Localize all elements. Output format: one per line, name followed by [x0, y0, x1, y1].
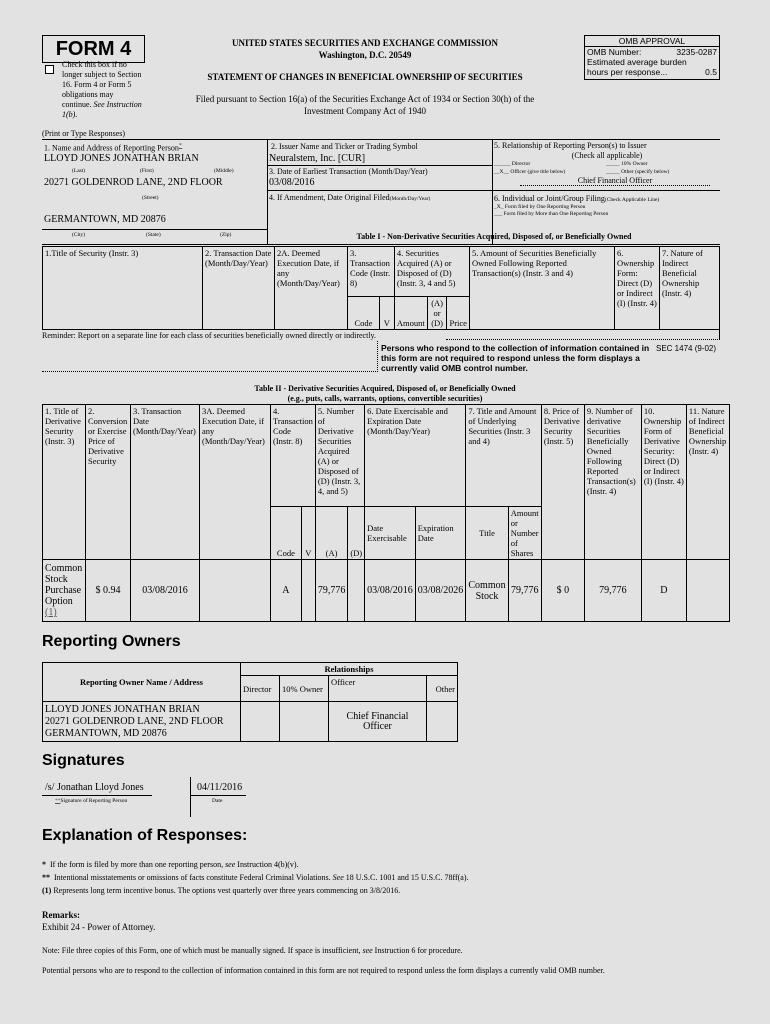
reporting-owners-table [42, 662, 458, 742]
filing-option-one-mark: X [496, 204, 501, 210]
t1-col5: 5. Amount of Securities Beneficially Owned Following Reported Transaction(s) (Instr. 3 and 4) [469, 247, 614, 330]
t2-col6: 6. Date Exercisable and Expiration Date (Month/Day/Year) [365, 405, 466, 507]
t2-col3: 3. Transaction Date (Month/Day/Year) [131, 405, 200, 560]
t2-row-acquired: 79,776 [315, 560, 348, 622]
issuer-name: Neuralstem, Inc. [CUR] [269, 153, 366, 164]
signature-line [42, 795, 152, 796]
t2-col8: 8. Price of Derivative Security (Instr. 5) [541, 405, 584, 560]
t2-col7: 7. Title and Amount of Underlying Securities (Instr. 3 and 4) [466, 405, 542, 507]
t2-d: (D) [348, 507, 365, 560]
t2-row-title: Common Stock [466, 560, 508, 622]
t1-col2: 2. Transaction Date (Month/Day/Year) [203, 247, 275, 330]
omb-title: OMB APPROVAL [585, 36, 719, 47]
omb-hours-row [585, 67, 719, 77]
t2-row-form: D [641, 560, 686, 622]
checkbox-square[interactable] [45, 65, 54, 74]
ro-officer-cell: Chief Financial Officer [329, 702, 427, 742]
note-1 [42, 860, 299, 869]
signature-label-text: Signature of Reporting Person [60, 798, 128, 804]
box6-label [494, 194, 659, 203]
officer-option[interactable]: __X__ Officer (give title below) [494, 169, 566, 175]
omb-burden-label: Estimated average burden [587, 57, 687, 67]
note-2-post: 18 U.S.C. 1001 and 15 U.S.C. 78ff(a). [345, 873, 469, 882]
note-1-post: Instruction 4(b)(v). [237, 860, 299, 869]
filing-option-one[interactable]: _X_ Form filed by One Reporting Person [494, 204, 586, 210]
officer-option-label: Officer (give title below) [510, 169, 566, 175]
t2-date-exercisable: Date Exercisable [365, 507, 416, 560]
statement-title: STATEMENT OF CHANGES IN BENEFICIAL OWNERSHIP OF SECURITIES [207, 72, 523, 82]
filed-pursuant-2: Investment Company Act of 1940 [304, 106, 426, 116]
reporting-person-name: LLOYD JONES JONATHAN BRIAN [44, 153, 199, 164]
last-label: (Last) [72, 168, 86, 174]
ro-col-name: Reporting Owner Name / Address [43, 663, 241, 702]
t2-security [43, 560, 86, 622]
t1-col3: 3. Transaction Code (Instr. 8) [348, 247, 395, 297]
ro-owner [43, 702, 241, 742]
other-option-label: Other (specify below) [621, 169, 670, 175]
checkbox-text: Check this box if no longer subject to Section 16. Form 4 or Form 5 obligations may continue. [62, 60, 142, 109]
ro-other-cell [427, 702, 458, 742]
filing-option-multi-label: Form filed by More than One Reporting Person [503, 211, 609, 217]
t2-col10: 10. Ownership Form of Derivative Security: Direct (D) or Indirect (I) (Instr. 4) [641, 405, 686, 560]
t2-amount: Amount or Number of Shares [508, 507, 541, 560]
t2-col3a: 3A. Deemed Execution Date, if any (Month/Day/Year) [200, 405, 271, 560]
t2-conv-price: $ 0.94 [86, 560, 131, 622]
t2-trans-date: 03/08/2016 [131, 560, 200, 622]
signature-date: 04/11/2016 [197, 782, 243, 793]
reporting-person-city: GERMANTOWN, MD 20876 [44, 214, 166, 225]
t1-aord: (A) or (D) [427, 297, 447, 330]
table2-subtitle: (e.g., puts, calls, warrants, options, convertible securities) [287, 394, 483, 403]
note-2-see: See [332, 873, 344, 882]
no-longer-subject-checkbox[interactable] [45, 61, 54, 79]
t1-col4: 4. Securities Acquired (A) or Disposed of (D) (Instr. 3, 4 and 5) [394, 247, 469, 297]
t2-col5: 5. Number of Derivative Securities Acquired (A) or Disposed of (D) (Instr. 3, 4, and 5) [315, 405, 364, 507]
sec-code: SEC 1474 (9-02) [656, 344, 717, 353]
remarks-text: Exhibit 24 - Power of Attorney. [42, 922, 156, 932]
t1-col1: 1.Title of Security (Instr. 3) [43, 247, 203, 330]
t2-expiration: Expiration Date [415, 507, 466, 560]
reporting-person-address: 20271 GOLDENROD LANE, 2ND FLOOR [44, 177, 223, 188]
omb-number-value: 3235-0287 [676, 47, 717, 57]
ro-col-other: Other [427, 676, 458, 702]
box4-sub: (Month/Day/Year) [389, 196, 431, 202]
box1-footnote[interactable]: * [178, 142, 183, 149]
agency-name: UNITED STATES SECURITIES AND EXCHANGE COMMISSION [232, 38, 498, 48]
note-3 [42, 886, 400, 895]
file-copies-pre: Note: File three copies of this Form, one of which must be manually signed. If space is insufficient, [42, 946, 361, 955]
city-label: (City) [72, 232, 86, 238]
box4-label-text: 4. If Amendment, Date Original Filed [269, 193, 390, 202]
t2-col2: 2. Conversion or Exercise Price of Derivative Security [86, 405, 131, 560]
table2-title: Table II - Derivative Securities Acquired, Disposed of, or Beneficially Owned [254, 384, 516, 393]
reminder-dotted-box [446, 327, 720, 340]
officer-title: Chief Financial Officer [520, 176, 710, 186]
note-2-pre: Intentional misstatements or omissions of facts constitute Federal Criminal Violations. [54, 873, 331, 882]
ro-col-ten-pct: 10% Owner [280, 676, 329, 702]
t1-code: Code [348, 297, 380, 330]
omb-hours-value: 0.5 [705, 67, 717, 77]
earliest-transaction-date: 03/08/2016 [269, 177, 315, 188]
ro-owner-city: GERMANTOWN, MD 20876 [45, 727, 167, 739]
t2-v: V [301, 507, 315, 560]
date-line [190, 795, 246, 796]
file-copies-note [42, 946, 463, 955]
checkbox-note [62, 60, 144, 120]
agency-location: Washington, D.C. 20549 [318, 50, 412, 60]
potential-persons-note: Potential persons who are to respond to the collection of information contained in this form are not required to respond unless the form displays a currently valid OMB number. [42, 966, 605, 975]
t2-deemed [200, 560, 271, 622]
box5-sub: (Check all applicable) [571, 151, 643, 160]
filed-pursuant-1: Filed pursuant to Section 16(a) of the Securities Exchange Act of 1934 or Section 30(h) of the [195, 94, 535, 104]
table2 [42, 404, 730, 622]
persons-notice: Persons who respond to the collection of information contained in this form are not required to respond unless the form displays a currently valid OMB control number. [381, 343, 650, 373]
see-instruction: See Instruction 1(b). [62, 100, 142, 119]
table1 [42, 246, 720, 330]
first-label: (First) [140, 168, 154, 174]
box5-label: 5. Relationship of Reporting Person(s) to Issuer [494, 141, 647, 150]
box4-label [269, 193, 430, 202]
t2-a: (A) [315, 507, 348, 560]
t2-row-disposed [348, 560, 365, 622]
t2-row-date-ex: 03/08/2016 [365, 560, 416, 622]
box1-label [44, 142, 182, 153]
signature-divider [190, 777, 191, 817]
director-option-label: Director [511, 161, 531, 167]
filing-option-multi[interactable]: ___ Form filed by More than One Reporting Person [494, 211, 609, 217]
note-3-text: Represents long term incentive bonus. The options vest quarterly over three years commencing on 3/8/2016. [53, 886, 401, 895]
middle-label: (Middle) [214, 168, 234, 174]
note-3-mark: (1) [42, 886, 52, 895]
ro-owner-street: 20271 GOLDENROD LANE, 2ND FLOOR [45, 715, 224, 727]
other-option[interactable]: _____ Other (specify below) [606, 169, 670, 175]
file-copies-post: Instruction 6 for procedure. [374, 946, 463, 955]
ro-ten-pct-cell [280, 702, 329, 742]
file-copies-see: see [362, 946, 373, 955]
signature: /s/ Jonathan Lloyd Jones [45, 782, 144, 793]
officer-option-mark: X [499, 169, 504, 175]
t2-col4: 4. Transaction Code (Instr. 8) [271, 405, 316, 507]
t2-row-code: A [271, 560, 302, 622]
signature-label-mark[interactable]: ** [55, 798, 61, 804]
filing-option-one-label: Form filed by One Reporting Person [504, 204, 586, 210]
t1-col7: 7. Nature of Indirect Beneficial Ownership (Instr. 4) [659, 247, 719, 330]
note-1-see: see [225, 860, 236, 869]
t2-row-owned: 79,776 [584, 560, 641, 622]
remarks-label: Remarks: [42, 910, 80, 920]
t1-amount: Amount [394, 297, 427, 330]
ten-pct-option-label: 10% Owner [621, 161, 648, 167]
t2-title: Title [466, 507, 508, 560]
omb-number-label: OMB Number: [587, 47, 642, 57]
t2-row-amount: 79,776 [508, 560, 541, 622]
ro-col-director: Director [241, 676, 280, 702]
omb-approval-box [584, 35, 720, 80]
signatures-heading: Signatures [42, 752, 125, 769]
form-title-box: FORM 4 [42, 35, 145, 63]
table-row [43, 560, 730, 622]
t2-row-price: $ 0 [541, 560, 584, 622]
t2-col1: 1. Title of Derivative Security (Instr. 3) [43, 405, 86, 560]
t1-v: V [379, 297, 394, 330]
security-title: Common Stock Purchase Option [45, 563, 83, 607]
note-1-mark: * [42, 860, 46, 869]
footnote-1-link[interactable]: (1) [45, 607, 57, 618]
t2-col9: 9. Number of derivative Securities Beneficially Owned Following Reported Transaction(s) (Instr. 4) [584, 405, 641, 560]
t2-row-exp: 03/08/2026 [415, 560, 466, 622]
director-option[interactable]: ______ Director [494, 161, 531, 167]
date-label: Date [212, 798, 223, 804]
explanation-heading: Explanation of Responses: [42, 827, 248, 844]
zip-label: (Zip) [220, 232, 232, 238]
ten-pct-option[interactable]: _____ 10% Owner [606, 161, 648, 167]
omb-hours-label: hours per response... [587, 67, 668, 77]
note-1-pre: If the form is filed by more than one reporting person, [50, 860, 224, 869]
print-type-note: (Print or Type Responses) [42, 129, 126, 138]
ro-relationships: Relationships [241, 663, 458, 676]
note-2-mark: ** [42, 873, 50, 882]
box3-label: 3. Date of Earliest Transaction (Month/Day/Year) [269, 167, 428, 176]
t1-price: Price [447, 297, 469, 330]
ro-owner-name: LLOYD JONES JONATHAN BRIAN [45, 703, 200, 715]
reporting-owners-heading: Reporting Owners [42, 633, 181, 650]
box1-label-text: 1. Name and Address of Reporting Person [44, 143, 179, 153]
street-label: (Street) [142, 195, 159, 201]
persons-notice-left-box [42, 341, 378, 372]
ro-col-officer: Officer [329, 676, 427, 702]
note-2 [42, 873, 469, 882]
t2-row-nature [686, 560, 729, 622]
box6-label-text: 6. Individual or Joint/Group Filing [494, 194, 605, 203]
table1-title: Table I - Non-Derivative Securities Acquired, Disposed of, or Beneficially Owned [356, 232, 632, 241]
t2-col11: 11. Nature of Indirect Beneficial Ownership (Instr. 4) [686, 405, 729, 560]
signature-label [55, 798, 127, 804]
t2-row-v [301, 560, 315, 622]
table-row [43, 702, 458, 742]
omb-number-row [585, 47, 719, 57]
t1-col2a: 2A. Deemed Execution Date, if any (Month/Day/Year) [275, 247, 348, 330]
t2-code: Code [271, 507, 302, 560]
state-label: (State) [146, 232, 161, 238]
ro-director-cell [241, 702, 280, 742]
box6-sub: (Check Applicable Line) [604, 197, 660, 203]
t1-col6: 6. Ownership Form: Direct (D) or Indirect (I) (Instr. 4) [614, 247, 659, 330]
reminder-text: Reminder: Report on a separate line for each class of securities beneficially owned directly or indirectly. [42, 331, 377, 340]
box2-label: 2. Issuer Name and Ticker or Trading Symbol [271, 142, 418, 151]
